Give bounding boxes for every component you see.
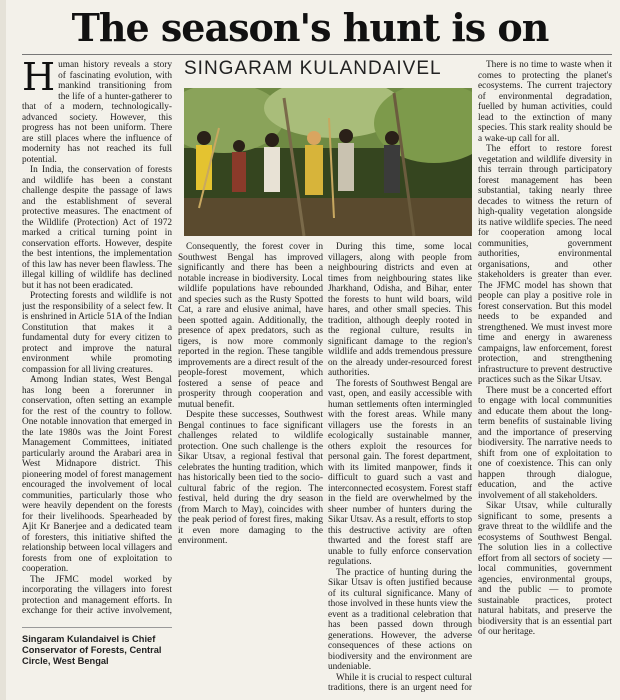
lead-paragraph (22, 60, 172, 165)
article-photo (184, 88, 472, 236)
paragraph: The practice of hunting during the Sikar Utsav is often justified because of its cultural significance. Many of those involved in these hunts view the event as a traditional celebration that has been passed down through generations. However, the adverse consequences of these actions on biodiversity and the environment are undeniable. (328, 567, 472, 672)
paragraph: Despite these successes, Southwest Bengal continues to face significant challenges related to wildlife protection. One such challenge is the Sikar Utsav, a regional festival that celebrates the hunting tradition, which has historically been tied to the socio-cultural fabric of the region. The festival, held during the dry season (from March to May), coincides with the peak period of forest fires, making it even more damaging to the environment. (178, 410, 323, 546)
paragraph: There is no time to waste when it comes to protecting the planet's ecosystems. The current trajectory of environmental degradation, fuelled by human activities, could lead to the extinction of many species. This stark reality should be a wake-up call for all. (478, 60, 612, 144)
paragraph: In India, the conservation of forests and wildlife has been a constant challenge despite the passage of laws and the establishment of several protective measures. The enactment of the Wildlife (Protection) Act of 1972 marked a critical turning point in conservation efforts. However, despite the best intentions, the implementation of this law has never been flawless. The illegal killing of wildlife has declined but it has not been eradicated. (22, 165, 172, 291)
page-edge (0, 0, 6, 700)
paragraph-text: uman history reveals a story of fascinating evolution, with mankind transitioning from the life of a hunter-gatherer to that of a modern, technologically-advanced society. However, this progress has not been uniform. There are still places where the influence of modernity has not reached its full potential. (22, 60, 172, 165)
author-note: Singaram Kulandaivel is Chief Conservator of Forests, Central Circle, West Bengal (22, 627, 172, 667)
paragraph: While it is crucial to respect cultural traditions, there is an urgent need for (328, 672, 472, 692)
column-2 (178, 242, 323, 692)
paragraph: The effort to restore forest vegetation and wildlife diversity in this terrain through participatory forest management has been substantial, taking nearly three decades to witness the return of high-quality vegetation alongside its native wildlife species. The need for cooperation among local communities, government authorities, environmental organisations, and other stakeholders is greater than ever. The JFMC model has shown that people can play a positive role in forest conservation. But this model needs to be expanded and strengthened. We must invest more time and energy in awareness campaigns, law enforcement, forest protection, and strengthening infrastructure to prevent destructive practices such as the Sikar Utsav. (478, 144, 612, 385)
byline: SINGARAM KULANDAIVEL (184, 58, 442, 79)
paragraph: Sikar Utsav, while culturally significant to some, presents a grave threat to the wildlife and the ecosystems of Southwest Bengal. The solution lies in a collective effort from all sectors of society — local communities, government agencies, environmental groups, and the public — to promote sustainable practices, protect natural habitats, and preserve the biodiversity that is an essential part of our heritage. (478, 501, 612, 637)
forest-hunters-illustration (184, 88, 472, 236)
headline-rule (22, 54, 612, 55)
column-1 (22, 60, 172, 615)
paragraph: Consequently, the forest cover in Southwest Bengal has improved significantly and there has been a notable increase in biodiversity. Local wildlife populations have rebounded and species such as the Rusty Spotted Cat, a rare and elusive animal, have been spotted again. Additionally, the presence of apex predators, such as tigers, is now more commonly reported in the region. These tangible improvements are a direct result of the people-forest movement, which fostered a sense of peace and prosperity through cooperation and mutual benefit. (178, 242, 323, 410)
column-4 (478, 60, 612, 692)
paragraph: The forests of Southwest Bengal are vast, open, and easily accessible with human settlements often intermingled with the forest areas. While many villagers use the forests in an ecologically sustainable manner, others exploit the resources for personal gain. The forest department, with its limited manpower, finds it difficult to guard such a vast and interconnected ecosystem. Forest staff in the field are overwhelmed by the sheer number of hunters during the Sikar Utsav. As a result, efforts to stop this destructive activity are often thwarted and the forest staff are unable to fully enforce conservation regulations. (328, 378, 472, 567)
paragraph: There must be a concerted effort to engage with local communities and educate them about the long-term benefits of sustainable living and the importance of preserving biodiversity. The narrative needs to shift from one of exploitation to one of coexistence. This can only happen through dialogue, education, and the active involvement of all stakeholders. (478, 385, 612, 501)
paragraph: The JFMC model worked by incorporating the villagers into forest protection and management efforts. In exchange for their active involvement, (22, 574, 172, 615)
drop-cap: H (22, 60, 56, 99)
headline: The season's hunt is on (71, 5, 549, 50)
paragraph: Among Indian states, West Bengal has long been a forerunner in conservation, often setting an example for the rest of the country to follow. One notable innovation that emerged in the late 1980s was the Joint Forest Management Committees, initiated particularly around the Arabari area in West Midnapore district. This pioneering model of forest management encouraged the involvement of local communities, particularly those who were heavily dependent on the forests for their livelihoods. Spearheaded by Ajit Kr Banerjee and a dedicated team of foresters, this initiative shifted the relationship between local villagers and forests from one of exploitation to cooperation. (22, 375, 172, 574)
column-3 (328, 242, 472, 692)
paragraph: During this time, some local villagers, along with people from neighbouring districts and even at times from neighbouring states like Jharkhand, Odisha, and Bihar, enter the forests to hunt wild boars, wild hares, and other small species. This tradition, although deeply rooted in the regional culture, results in significant damage to the region's wildlife and adds tremendous pressure on the already under-resourced forest authorities. (328, 242, 472, 378)
paragraph: Protecting forests and wildlife is not just the responsibility of a select few. It is enshrined in Article 51A of the Indian Constitution that makes it a fundamental duty for every citizen to protect and improve the natural environment while promoting compassion for all living creatures. (22, 291, 172, 375)
